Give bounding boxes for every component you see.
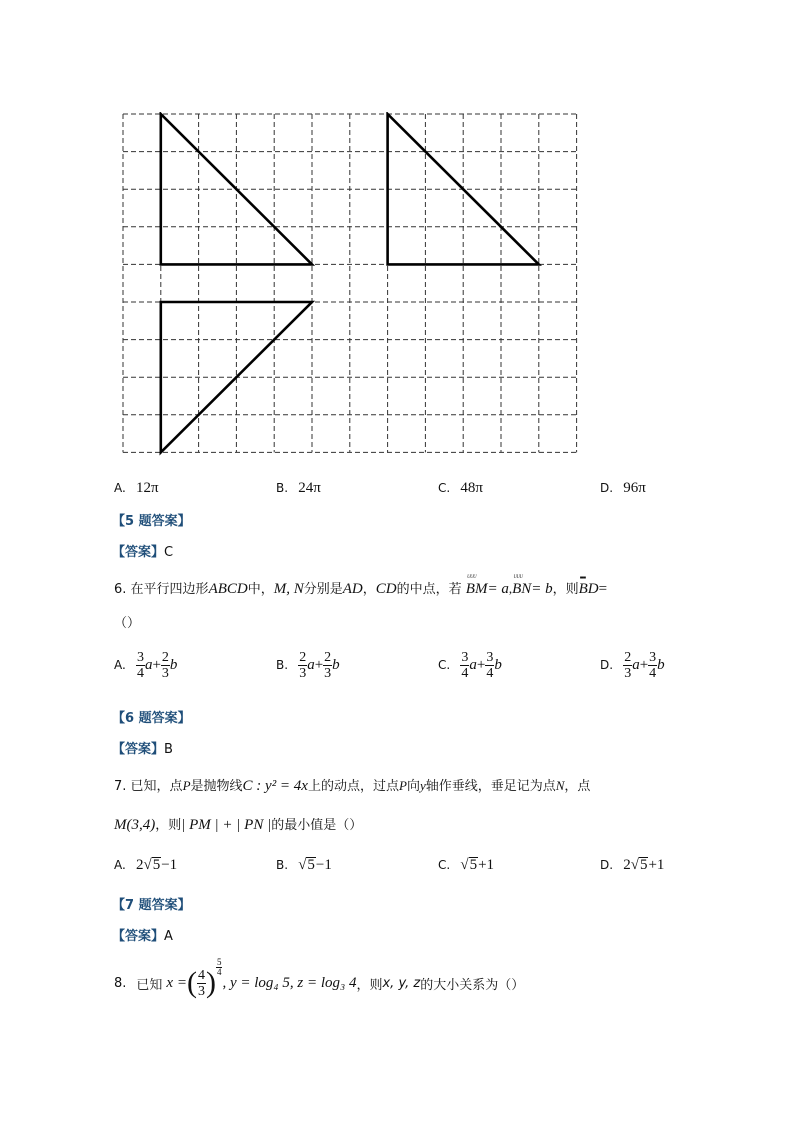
text: 的最小值是（） [271,818,363,833]
option-letter: B. [276,481,289,495]
text: 的中点，若 [396,582,462,597]
text: 中， [247,582,274,597]
q7-stem-line2 [114,814,362,834]
math: CD [375,581,397,597]
text: ，点 [564,779,591,794]
q7-option-a[interactable]: A. 2√5−1 [114,857,178,873]
q7-answer-tag: 【7 题答案】 [112,898,191,913]
math: M, N [273,581,304,597]
vector-bm: ᵁᵁᵁ BM [465,573,488,597]
q7-answer-line [112,925,173,944]
text: 分别是 [303,582,343,597]
q6-answer-line [112,738,173,757]
option-letter: C. [438,658,451,672]
q7-option-b[interactable]: B. √5−1 [276,857,332,873]
text: ， [362,582,376,597]
q7-option-c[interactable]: C. √5+1 [438,857,495,873]
text: 轴作垂线，垂足记为点 [425,779,556,794]
vector-bn: ᵁᵁᵁ BN [512,573,532,597]
answer-value: A [164,929,173,944]
option-letter: B. [276,858,289,872]
text: ，则 [356,977,383,993]
option-letter: D. [600,481,614,495]
option-letter: A. [114,481,126,495]
math: P [398,778,407,793]
question-number: 6. [114,582,127,597]
q5-option-a[interactable] [114,480,159,497]
text: 已知，点 [130,779,183,794]
math: = [598,581,608,597]
q6-option-c[interactable]: C. $\frac{3}{4}$ a+ $\frac{3}{4}$ b [438,650,502,681]
option-value: 24π [298,480,321,496]
q6-answer-tag: 【6 题答案】 [112,711,191,726]
option-value: 12π [135,480,159,496]
math: x, y, z [382,975,421,991]
math: C : y² = 4x [242,778,308,794]
text: ，则 [155,818,182,833]
option-letter: D. [600,858,614,872]
text: 在平行四边形 [130,582,209,597]
dashed-grid [123,114,577,452]
q6-stem: 6. 在平行四边形ABCD中，M, N分别是AD，CD的中点，若 ᵁᵁᵁ BM= a, ᵁᵁᵁ BN= b，则 ▪▪▪ BD= [114,573,608,597]
text: 上的动点，过点 [307,779,399,794]
answer-value: C [164,545,174,560]
option-letter: C. [438,481,451,495]
q5-option-b[interactable] [276,480,321,497]
math: | PM | + | PN | [181,817,272,833]
math: AD [342,581,363,597]
option-letter: C. [438,858,451,872]
text: 的大小关系为（） [420,977,525,993]
math: M(3,4) [114,817,156,833]
q7-stem-line1 [114,775,590,795]
question-number: 8. [114,975,127,991]
q6-option-d[interactable]: D. $\frac{2}{3}$ a+ $\frac{3}{4}$ b [600,650,665,681]
three-view-figure [120,112,580,456]
option-letter: A. [114,658,126,672]
math: = a [487,581,509,597]
q8-stem: 8. 已知 x = ( $\frac{4}{3}$ ) $\frac{5}{4}$ , y = log₄ 5, z = log₃ 4 ，则 x, y, z 的大小关系为（） [114,957,525,999]
math: N [555,778,565,793]
q5-option-c[interactable] [438,480,483,497]
option-letter: B. [276,658,289,672]
option-letter: D. [600,658,614,672]
q5-answer-tag: 【5 题答案】 [112,514,191,529]
math: ABCD [208,581,248,597]
math: x = [166,974,187,991]
text: ，则 [552,582,579,597]
q6-paren: （） [114,616,141,631]
math: = b [531,581,553,597]
vector-bd: ▪▪▪ BD [578,573,599,597]
answer-prefix: 【答案】 [112,929,165,944]
q6-option-a[interactable]: A. $\frac{3}{4}$ a+ $\frac{2}{3}$ b [114,650,178,681]
option-value: 48π [460,480,483,496]
option-value: 96π [623,480,646,496]
q7-option-d[interactable]: D. 2√5+1 [600,857,665,873]
text: 已知 [136,977,163,993]
text: 向 [406,779,420,794]
answer-prefix: 【答案】 [112,742,165,757]
question-number: 7. [114,779,127,794]
math: P [182,778,191,793]
q6-option-b[interactable]: B. $\frac{2}{3}$ a+ $\frac{2}{3}$ b [276,650,340,681]
text: 是抛物线 [190,779,243,794]
answer-prefix: 【答案】 [112,545,165,560]
math: y [419,778,426,793]
option-letter: A. [114,858,126,872]
math: , y = log₄ 5, z = log₃ 4 [222,974,357,991]
q5-option-d[interactable] [600,480,646,497]
answer-value: B [164,742,173,757]
q5-answer-line [112,541,173,560]
